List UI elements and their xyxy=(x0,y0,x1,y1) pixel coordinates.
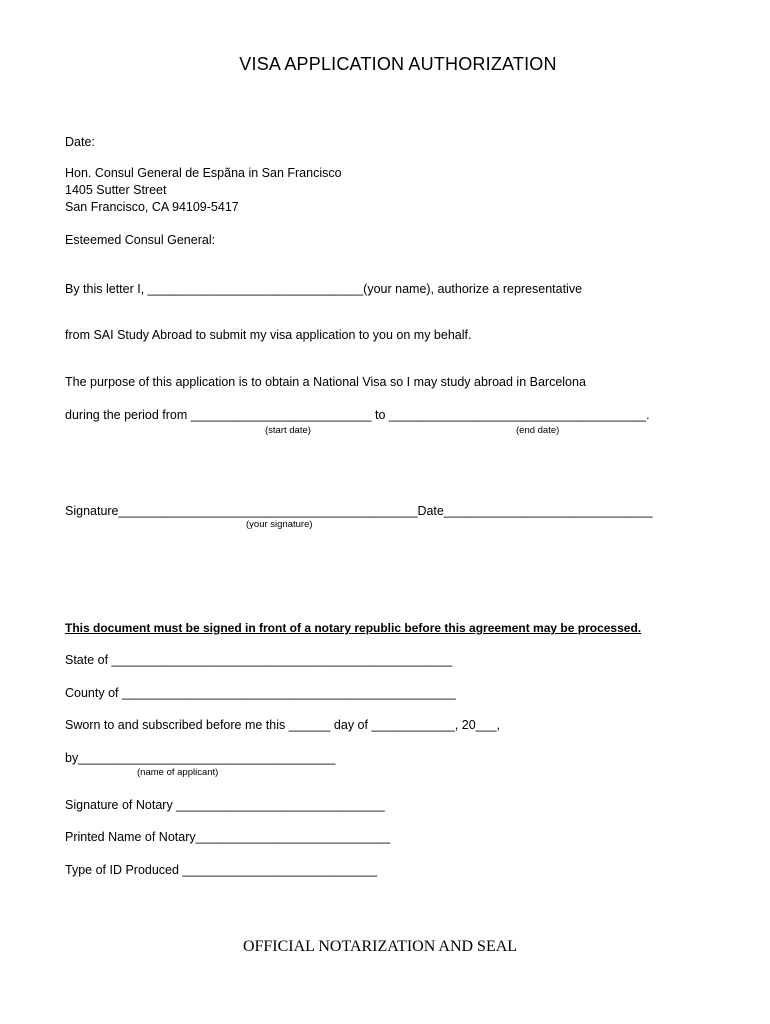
signature-line: Signature___________________________________________Date______________________________ xyxy=(65,504,653,518)
end-date-hint: (end date) xyxy=(516,425,560,436)
notary-printed-name-field: Printed Name of Notary____________________________ xyxy=(65,830,391,844)
address-line-2: 1405 Sutter Street xyxy=(65,183,167,197)
body-line-representative: from SAI Study Abroad to submit my visa application to you on my behalf. xyxy=(65,328,472,342)
county-field: County of ________________________________________________ xyxy=(65,686,456,700)
footer-seal-heading: OFFICIAL NOTARIZATION AND SEAL xyxy=(242,938,518,955)
start-date-hint: (start date) xyxy=(265,425,311,436)
salutation: Esteemed Consul General: xyxy=(65,233,216,247)
body-line-name: By this letter I, _______________________________(your name), authorize a representative xyxy=(65,282,583,296)
page-title: VISA APPLICATION AUTHORIZATION xyxy=(239,54,557,74)
sworn-field: Sworn to and subscribed before me this ______ day of ____________, 20___, xyxy=(65,718,501,732)
date-label: Date: xyxy=(65,135,95,149)
applicant-name-hint: (name of applicant) xyxy=(137,767,219,778)
body-line-period: during the period from __________________________ to _____________________________________. xyxy=(65,408,650,422)
notary-signature-field: Signature of Notary ______________________________ xyxy=(65,798,385,812)
signature-hint: (your signature) xyxy=(246,519,313,530)
body-line-purpose: The purpose of this application is to obtain a National Visa so I may study abroad in Barcelona xyxy=(65,375,586,389)
address-line-1: Hon. Consul General de Espãna in San Francisco xyxy=(65,166,342,180)
by-field: by_____________________________________ xyxy=(65,751,336,765)
notary-notice: This document must be signed in front of a notary republic before this agreement may be processed. xyxy=(65,621,642,635)
state-field: State of _________________________________________________ xyxy=(65,653,453,667)
id-type-field: Type of ID Produced ____________________________ xyxy=(65,863,378,877)
address-line-3: San Francisco, CA 94109-5417 xyxy=(65,200,239,214)
